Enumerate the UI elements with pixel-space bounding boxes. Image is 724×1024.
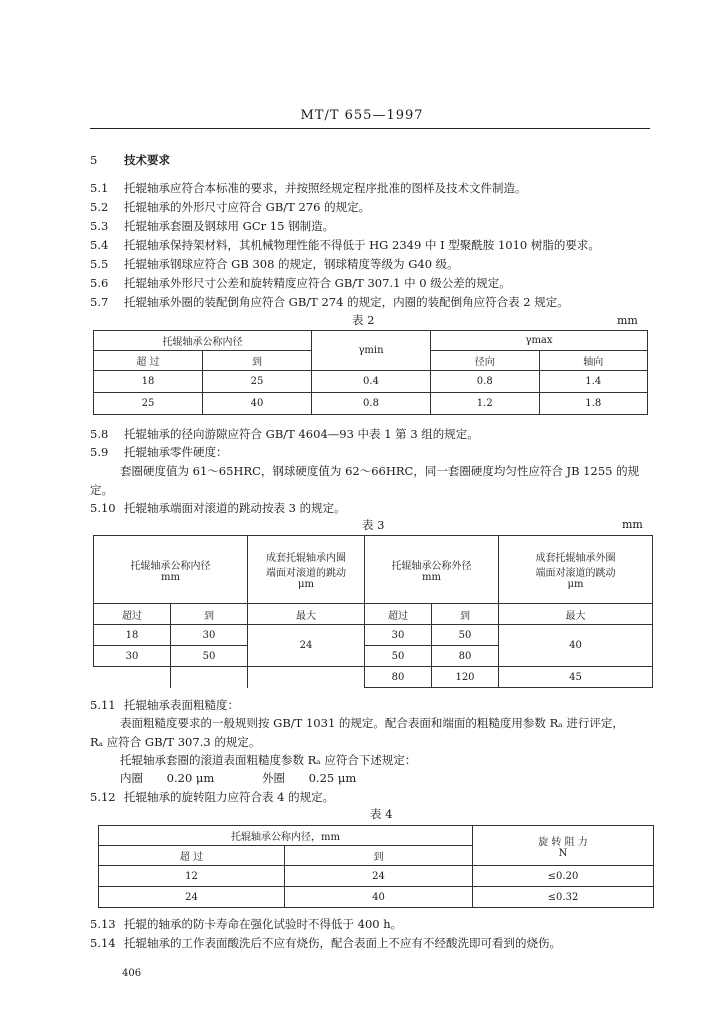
t3-header-outer-nominal xyxy=(365,536,499,604)
header-rule xyxy=(90,128,650,129)
clause-5-14 xyxy=(90,935,561,951)
clause-text: 托辊轴承的工作表面酸洗后不应有烧伤，配合表面上不应有不经酸洗即可看到的烧伤。 xyxy=(124,936,561,950)
t3-header-over: 超过 xyxy=(365,604,432,625)
clause-5-5 xyxy=(90,256,459,272)
t3-empty xyxy=(171,667,248,688)
clause-5-13 xyxy=(90,916,402,932)
clause-number: 5.10 xyxy=(90,501,116,515)
t3-header-text: 端面对滚道的跳动 xyxy=(266,568,346,579)
t3-empty xyxy=(248,667,365,688)
clause-5-2 xyxy=(90,199,370,215)
table3-unit: mm xyxy=(622,518,643,531)
table-row xyxy=(94,667,653,688)
t3-header-to: 到 xyxy=(432,604,499,625)
page-number: 406 xyxy=(122,968,142,979)
t3-cell: 50 xyxy=(171,646,248,667)
t3-header-text: 托辊轴承公称外径 xyxy=(391,560,472,572)
t3-header-max: 最大 xyxy=(248,604,365,625)
t2-cell: 1.4 xyxy=(539,371,648,393)
inner-ring-label: 内圈 xyxy=(120,771,143,785)
t3-header-unit: mm xyxy=(422,571,441,583)
clause-5-11-body: 表面粗糙度要求的一般规则按 GB/T 1031 的规定。配合表面和端面的粗糙度用参数 Rₐ 进行评定， xyxy=(120,716,624,730)
t2-header-rmax: γmax xyxy=(431,331,648,351)
t3-cell: 24 xyxy=(248,625,365,667)
t3-cell: 120 xyxy=(432,667,499,688)
t2-header-radial: 径向 xyxy=(431,351,540,371)
t3-cell: 30 xyxy=(365,625,432,646)
clause-text: 托辊轴承保持架材料，其机械物理性能不得低于 HG 2349 中 Ⅰ 型聚酰胺 1010 树脂的要求。 xyxy=(124,238,600,252)
clause-text: 托辊轴承的径向游隙应符合 GB/T 4604—93 中表 1 第 3 组的规定。 xyxy=(124,427,479,441)
clause-number: 5.2 xyxy=(90,200,109,214)
t4-header-text: 旋 转 阻 力 xyxy=(538,836,588,848)
t4-header-to: 到 xyxy=(285,846,473,866)
clause-number: 5.9 xyxy=(90,445,109,459)
t2-cell: 1.2 xyxy=(431,393,540,415)
clause-number: 5.3 xyxy=(90,219,109,233)
t3-cell: 30 xyxy=(171,625,248,646)
t3-cell: 80 xyxy=(432,646,499,667)
t3-header-to: 到 xyxy=(171,604,248,625)
t2-cell: 25 xyxy=(94,393,203,415)
clause-number: 5.12 xyxy=(90,790,116,804)
clause-number: 5.4 xyxy=(90,238,109,252)
clause-text: 托辊轴承零件硬度： xyxy=(124,445,228,459)
outer-ring-value: 0.25 μm xyxy=(308,771,357,785)
table2-unit: mm xyxy=(617,314,638,327)
clause-5-12 xyxy=(90,789,334,805)
clause-number: 5.13 xyxy=(90,917,116,931)
t4-header-nominal: 托辊轴承公称内径，mm xyxy=(99,826,473,846)
table-row xyxy=(94,371,648,393)
clause-number: 5.14 xyxy=(90,936,116,950)
t2-header-nominal: 托辊轴承公称内径 xyxy=(94,331,312,351)
clause-text: 托辊轴承端面对滚道的跳动按表 3 的规定。 xyxy=(124,501,346,515)
t2-cell: 18 xyxy=(94,371,203,393)
table3-caption: 表 3 xyxy=(362,518,385,532)
document-header: MT/T 655—1997 xyxy=(300,108,424,123)
t3-header-outer-runout xyxy=(499,536,653,604)
t4-header-over: 超 过 xyxy=(99,846,285,866)
clause-text: 托辊轴承表面粗糙度： xyxy=(124,698,239,712)
clause-5-3 xyxy=(90,218,334,234)
clause-number: 5.7 xyxy=(90,295,109,309)
clause-5-6 xyxy=(90,275,511,291)
t3-header-text: 成套托辊轴承外圈 xyxy=(535,553,616,564)
table4-caption: 表 4 xyxy=(370,807,393,821)
t3-cell: 50 xyxy=(432,625,499,646)
t4-header-unit: N xyxy=(558,847,568,859)
roughness-values xyxy=(120,770,356,786)
clause-text: 托辊轴承的外形尺寸应符合 GB/T 276 的规定。 xyxy=(124,200,371,214)
t2-header-axial: 轴向 xyxy=(539,351,648,371)
clause-number: 5.6 xyxy=(90,276,109,290)
t3-cell: 18 xyxy=(94,625,171,646)
clause-text: 托辊轴承的旋转阻力应符合表 4 的规定。 xyxy=(124,790,335,804)
t4-cell: ≤0.20 xyxy=(473,866,654,887)
clause-text: 托辊轴承钢球应符合 GB 308 的规定，钢球精度等级为 G40 级。 xyxy=(124,257,459,271)
inner-ring-value: 0.20 μm xyxy=(166,771,215,785)
clause-5-7 xyxy=(90,294,569,310)
clause-text: 托辊轴承套圈及钢球用 GCr 15 钢制造。 xyxy=(124,219,335,233)
clause-5-8 xyxy=(90,426,479,442)
t2-header-over: 超 过 xyxy=(94,351,203,371)
t3-header-unit: μm xyxy=(567,579,584,590)
t3-header-over: 超过 xyxy=(94,604,171,625)
table2-caption: 表 2 xyxy=(352,313,375,327)
table-row xyxy=(99,887,654,908)
clause-5-9-body: 套圈硬度值为 61～65HRC，钢球硬度值为 62～66HRC，同一套圈硬度均匀性应符合 JB 1255 的规 xyxy=(120,464,640,478)
t3-header-inner-nominal xyxy=(94,536,248,604)
clause-text: 托辊轴承外圈的装配倒角应符合 GB/T 274 的规定，内圈的装配倒角应符合表 2 规定。 xyxy=(124,295,569,309)
t3-empty xyxy=(94,667,171,688)
table-2 xyxy=(93,330,648,415)
outer-ring-label: 外圈 xyxy=(261,771,285,785)
clause-5-11-body-2: 托辊轴承套圈的滚道表面粗糙度参数 Rₐ 应符合下述规定： xyxy=(120,753,417,767)
t2-cell: 25 xyxy=(203,371,312,393)
t3-header-max: 最大 xyxy=(499,604,653,625)
clause-number: 5.5 xyxy=(90,257,109,271)
t2-header-to: 到 xyxy=(203,351,312,371)
table-row xyxy=(94,625,653,646)
clause-5-11-body-cont: Rₐ 应符合 GB/T 307.3 的规定。 xyxy=(90,735,261,749)
t3-cell: 40 xyxy=(499,625,653,667)
t2-header-rmin: γmin xyxy=(312,331,431,371)
t3-header-text: 托辊轴承公称内径 xyxy=(130,560,211,572)
clause-5-4 xyxy=(90,237,600,253)
clause-5-1 xyxy=(90,180,527,196)
t3-header-unit: mm xyxy=(161,571,180,583)
table-row xyxy=(94,393,648,415)
section-number: 5 xyxy=(90,153,98,167)
section-title: 技术要求 xyxy=(124,153,170,167)
t4-cell: 12 xyxy=(99,866,285,887)
clause-5-10 xyxy=(90,500,346,516)
clause-number: 5.8 xyxy=(90,427,109,441)
t3-cell: 80 xyxy=(365,667,432,688)
t3-header-text: 端面对滚道的跳动 xyxy=(535,568,616,579)
clause-5-9 xyxy=(90,444,228,460)
t3-cell: 50 xyxy=(365,646,432,667)
t2-cell: 1.8 xyxy=(539,393,648,415)
t3-header-unit: μm xyxy=(298,579,314,590)
t2-cell: 0.4 xyxy=(312,371,431,393)
t4-cell: 24 xyxy=(285,866,473,887)
clause-5-9-body-cont: 定。 xyxy=(90,483,113,497)
clause-5-11 xyxy=(90,697,239,713)
clause-number: 5.1 xyxy=(90,181,109,195)
section-heading xyxy=(90,152,170,168)
table-3 xyxy=(93,535,653,688)
clause-text: 托辊轴承应符合本标准的要求，并按照经规定程序批准的图样及技术文件制造。 xyxy=(124,181,527,195)
clause-number: 5.11 xyxy=(90,698,116,712)
table-4 xyxy=(98,825,654,908)
t4-cell: ≤0.32 xyxy=(473,887,654,908)
table-row xyxy=(99,866,654,887)
t3-header-inner-runout xyxy=(248,536,365,604)
t4-cell: 40 xyxy=(285,887,473,908)
t3-header-text: 成套托辊轴承内圈 xyxy=(266,553,346,564)
clause-text: 托辊的轴承的防卡寿命在强化试验时不得低于 400 h。 xyxy=(124,917,403,931)
t2-cell: 0.8 xyxy=(312,393,431,415)
t4-cell: 24 xyxy=(99,887,285,908)
t3-cell: 45 xyxy=(499,667,653,688)
t4-header-resistance xyxy=(473,826,654,866)
t2-cell: 0.8 xyxy=(431,371,540,393)
t3-cell: 30 xyxy=(94,646,171,667)
clause-text: 托辊轴承外形尺寸公差和旋转精度应符合 GB/T 307.1 中 0 级公差的规定。 xyxy=(124,276,511,290)
t2-cell: 40 xyxy=(203,393,312,415)
